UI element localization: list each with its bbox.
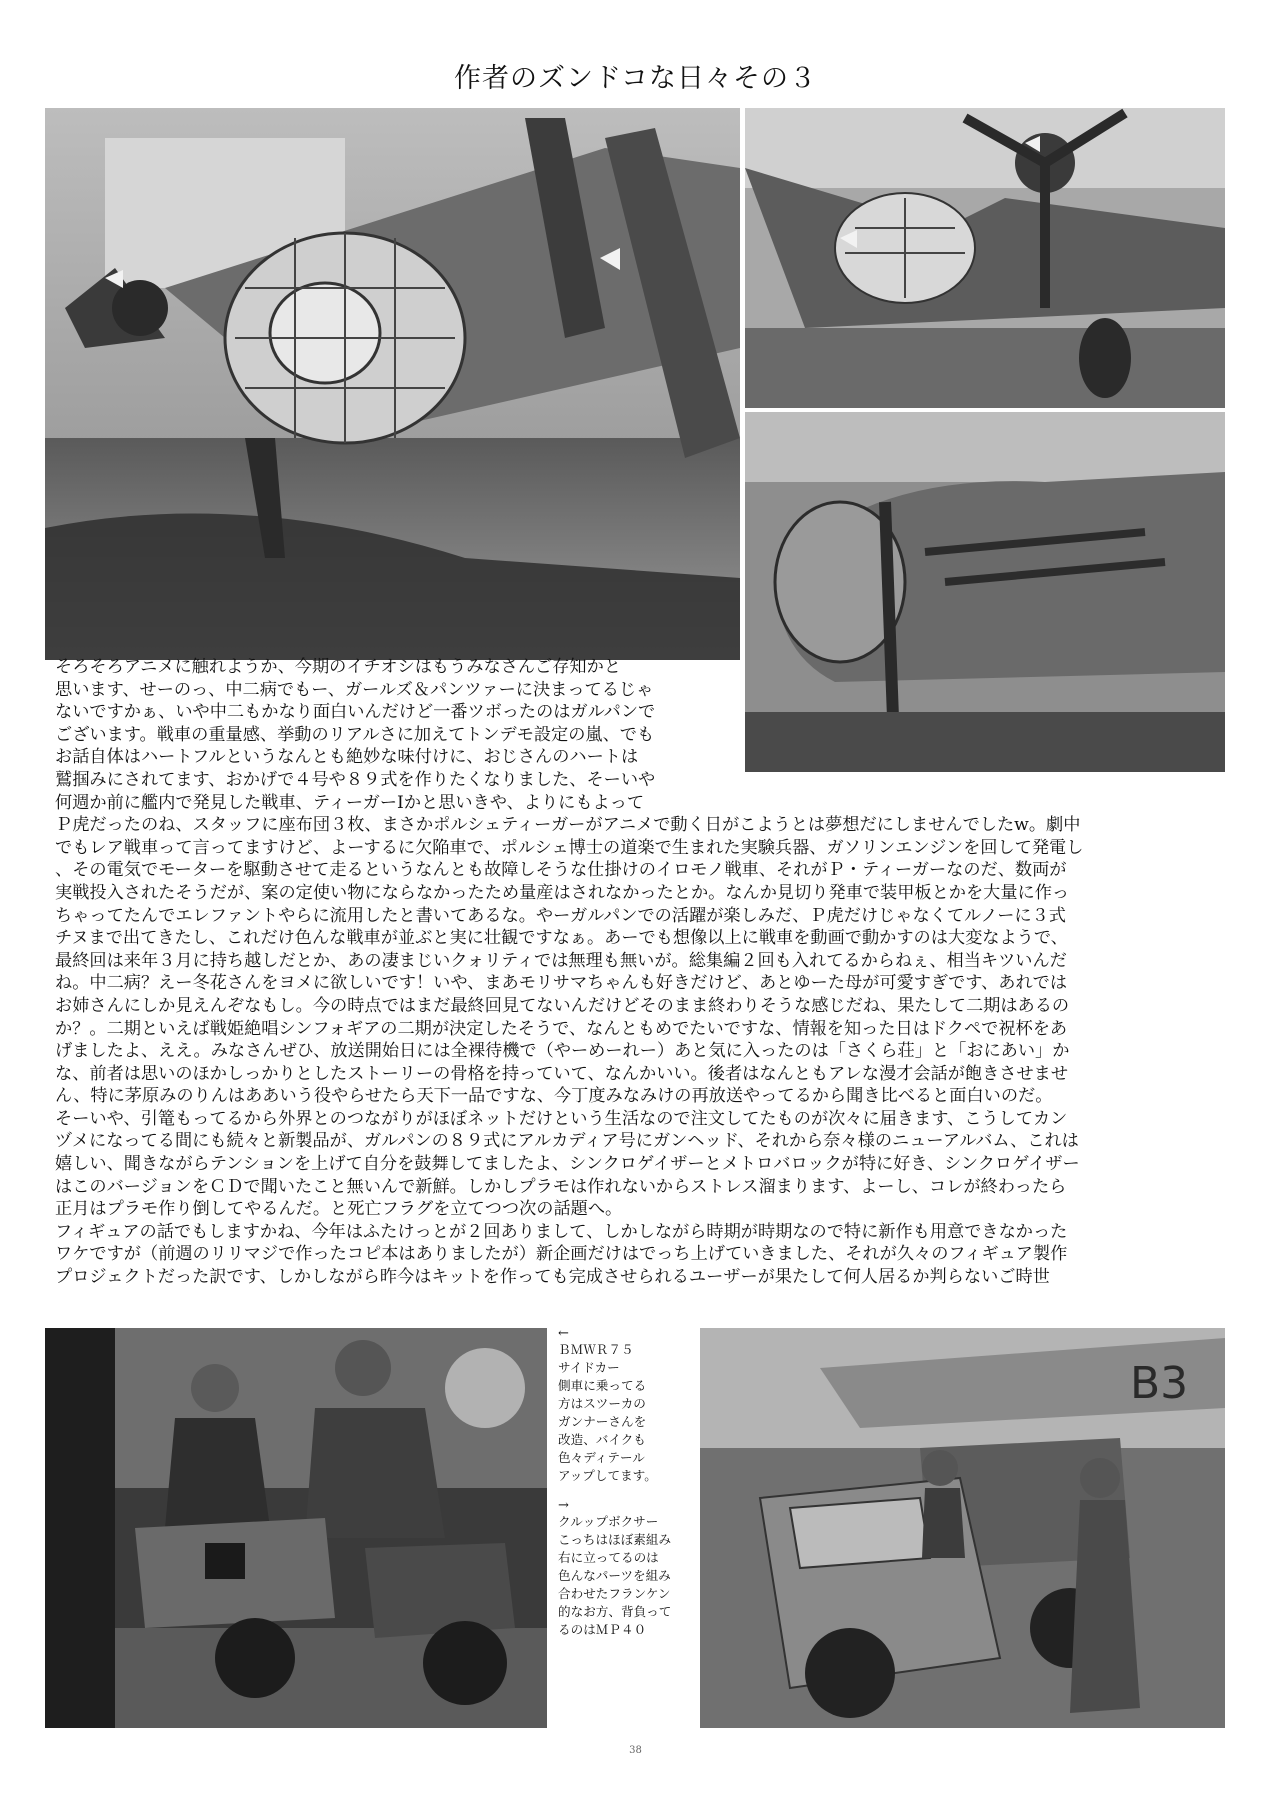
body-line: ワケですが（前週のリリマジで作ったコピ本はありましたが）新企画だけはでっち上げていきました、それが久々のフィギュア製作 — [55, 1244, 1068, 1265]
body-line: ね。中二病？えー冬花さんをヨメに欲しいです！いや、まあモリサマちゃんも好きだけど、あとゆーた母が可愛すぎです、あれでは — [55, 973, 1068, 994]
body-line: そーいや、引篭もってるから外界とのつながりがほぼネットだけという生活なので注文してたものが次々に届きます、こうしてカン — [55, 1108, 1068, 1129]
page-title: 作者のズンドコな日々その３ — [454, 63, 817, 94]
caption-line: 的なお方、背負って — [558, 1604, 672, 1619]
body-line: か？。二期といえば戦姫絶唱シンフォギアの二期が決定したそうで、なんともめでたいですな、情報を知った日はドクペで祝杯をあ — [55, 1018, 1068, 1039]
caption-line: ＢＭＷＲ７５ — [558, 1342, 634, 1357]
caption-line: るのはＭＰ４０ — [558, 1622, 647, 1637]
body-line: フィギュアの話でもしますかね、今年はふたけっとが２回ありまして、しかしながら時期が時期なので特に新作も用意できなかった — [55, 1221, 1068, 1242]
body-line: お話自体はハートフルというなんとも絶妙な味付けに、おじさんのハートは — [55, 747, 639, 768]
body-line: ちゃってたんでエレファントやらに流用したと書いてあるな。やーガルパンでの活躍が楽しみだ、Ｐ虎だけじゃなくてルノーに３式 — [55, 905, 1066, 926]
caption-bmw — [558, 1341, 690, 1485]
body-line: 、その電気でモーターを駆動させて走るというなんとも故障しそうな仕掛けのイロモノ戦車、それがＰ・ティーガーなのだ、数両が — [55, 860, 1067, 881]
body-line: げましたよ、ええ。みなさんぜひ、放送開始日には全裸待機で（やーめーれー）あと気に入ったのは「さくら荘」と「おにあい」か — [55, 1041, 1070, 1062]
caption-line: アップしてます。 — [558, 1468, 657, 1483]
photo-captions — [558, 1327, 690, 1639]
caption-line: こっちはほぼ素組み — [558, 1532, 672, 1547]
photo-krupp-truck — [700, 1328, 1225, 1728]
body-line: ございます。戦車の重量感、挙動のリアルさに加えてトンデモ設定の嵐、でも — [55, 724, 655, 745]
caption-krupp — [558, 1513, 690, 1639]
body-line: ヅメになってる間にも続々と新製品が、ガルパンの８９式にアルカディア号にガンヘッド、それから奈々様のニューアルバム、これは — [55, 1131, 1079, 1152]
body-line: はこのバージョンをＣＤで聞いたこと無いんで新鮮。しかしプラモは作れないからストレス溜まります、よーし、コレが終わったら — [55, 1176, 1067, 1197]
caption-line: 右に立ってるのは — [558, 1550, 659, 1565]
aircraft-marking: B3 — [1130, 1358, 1189, 1409]
article-body — [55, 656, 1215, 1289]
body-line: 何週か前に艦内で発見した戦車、ティーガーⅠかと思いきや、よりにもよって — [55, 792, 645, 813]
body-line: そろそろアニメに触れようか、今期のイチオシはもうみなさんご存知かと — [55, 657, 621, 677]
body-line: でもレア戦車って言ってますけど、よーするに欠陥車で、ポルシェ博士の道楽で生まれた実験兵器、ガソリンエンジンを回して発電し — [55, 837, 1084, 858]
page-number: 38 — [629, 1745, 642, 1756]
body-line: 実戦投入されたそうだが、案の定使い物にならなかったため量産はされなかったとか。なんか見切り発車で装甲板とかを大量に作っ — [55, 882, 1070, 903]
right-arrow-icon: → — [558, 1498, 569, 1513]
caption-line: サイドカー — [558, 1360, 620, 1375]
caption-line: 合わせたフランケン — [558, 1586, 671, 1601]
caption-line: クルップボクサー — [558, 1514, 659, 1529]
body-line: 思います、せーのっ、中二病でもー、ガールズ＆パンツァーに決まってるじゃ — [55, 679, 654, 700]
photo-bomber-nose — [45, 108, 740, 660]
body-line: 鷲掴みにされてます、おかげで４号や８９式を作りたくなりました、そーいや — [55, 769, 656, 790]
left-arrow-icon: ← — [558, 1326, 569, 1341]
photo-sidecar — [45, 1328, 547, 1728]
body-line: 正月はプラモ作り倒してやるんだ。と死亡フラグを立てつつ次の話題へ。 — [55, 1199, 623, 1220]
body-line: 嬉しい、聞きながらテンションを上げて自分を鼓舞してましたよ、シンクロゲイザーとメトロバロックが特に好き、シンクロゲイザー — [55, 1154, 1080, 1175]
body-line: Ｐ虎だったのね、スタッフに座布団３枚、まさかポルシェティーガーがアニメで動く日がこようとは夢想だにしませんでしたw。劇中 — [55, 815, 1081, 836]
body-line: 最終回は来年３月に持ち越しだとか、あの凄まじいクォリティでは無理も無いが。総集編２回も入れてるからねぇ、相当キツいんだ — [55, 950, 1067, 971]
caption-line: 色々ディテール — [558, 1450, 645, 1465]
caption-line: 方はスツーカの — [558, 1396, 646, 1411]
body-line: な、前者は思いのほかしっかりとしたストーリーの骨格を持っていて、なんかいい。後者はなんともアレな漫才会話が飽きさせませ — [55, 1063, 1069, 1084]
body-line: チヌまで出てきたし、これだけ色んな戦車が並ぶと実に壮観ですなぁ。あーでも想像以上に戦車を動画で動かすのは大変なようで、 — [55, 928, 1068, 949]
body-line: お姉さんにしか見えんぞなもし。今の時点ではまだ最終回見てないんだけどそのまま終わりそうな感じだね、果たして二期はあるの — [55, 995, 1070, 1016]
caption-line: 改造、バイクも — [558, 1432, 646, 1447]
caption-line: 色んなパーツを組み — [558, 1568, 671, 1583]
photo-bomber-angle — [745, 108, 1225, 408]
caption-line: 側車に乗ってる — [558, 1378, 647, 1393]
body-line: ん、特に茅原みのりんはああいう役やらせたら天下一品ですな、今丁度みなみけの再放送やってるから聞き比べると面白いのだ。 — [55, 1086, 1053, 1107]
body-line: プロジェクトだった訳です、しかしながら昨今はキットを作っても完成させられるユーザーが果たして何人居るか判らないご時世 — [55, 1267, 1050, 1288]
caption-line: ガンナーさんを — [558, 1414, 647, 1429]
body-line: ないですかぁ、いや中二もかなり面白いんだけど一番ツボったのはガルパンで — [55, 702, 656, 723]
